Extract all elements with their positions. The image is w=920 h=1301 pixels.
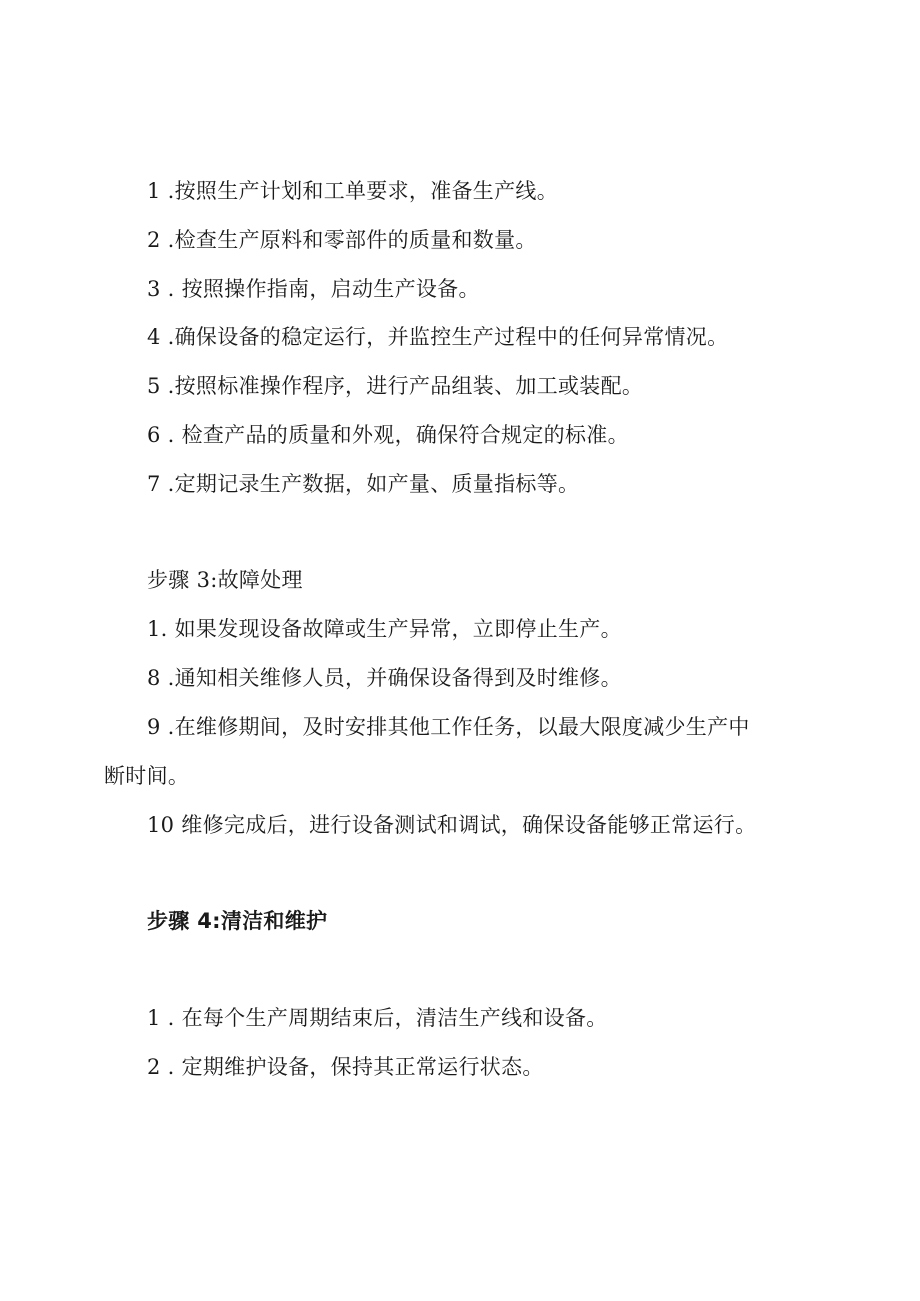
list-item: 3 . 按照操作指南，启动生产设备。: [147, 277, 480, 301]
list-item: 6 . 检查产品的质量和外观，确保符合规定的标准。: [147, 423, 629, 447]
list-item: 7 .定期记录生产数据，如产量、质量指标等。: [147, 472, 580, 496]
list-item: 1 . 在每个生产周期结束后，清洁生产线和设备。: [147, 1006, 608, 1030]
list-item: 1 .按照生产计划和工单要求，准备生产线。: [147, 179, 559, 203]
list-item: 1. 如果发现设备故障或生产异常，立即停止生产。: [147, 617, 622, 641]
list-item: 8 .通知相关维修人员，并确保设备得到及时维修。: [147, 666, 622, 690]
section-heading: 步骤 3:故障处理: [147, 568, 303, 592]
list-item: 4 .确保设备的稳定运行，并监控生产过程中的任何异常情况。: [147, 325, 729, 349]
list-item: 9 .在维修期间，及时安排其他工作任务，以最大限度减少生产中: [147, 715, 750, 739]
list-item: 5 .按照标准操作程序，进行产品组装、加工或装配。: [147, 374, 644, 398]
list-item: 2 .检查生产原料和零部件的质量和数量。: [147, 228, 537, 252]
list-item: 10 维修完成后，进行设备测试和调试，确保设备能够正常运行。: [147, 813, 757, 837]
section-heading: 步骤 4:清洁和维护: [147, 909, 328, 933]
list-item: 2 . 定期维护设备，保持其正常运行状态。: [147, 1055, 544, 1079]
list-item-continuation: 断时间。: [104, 764, 190, 788]
